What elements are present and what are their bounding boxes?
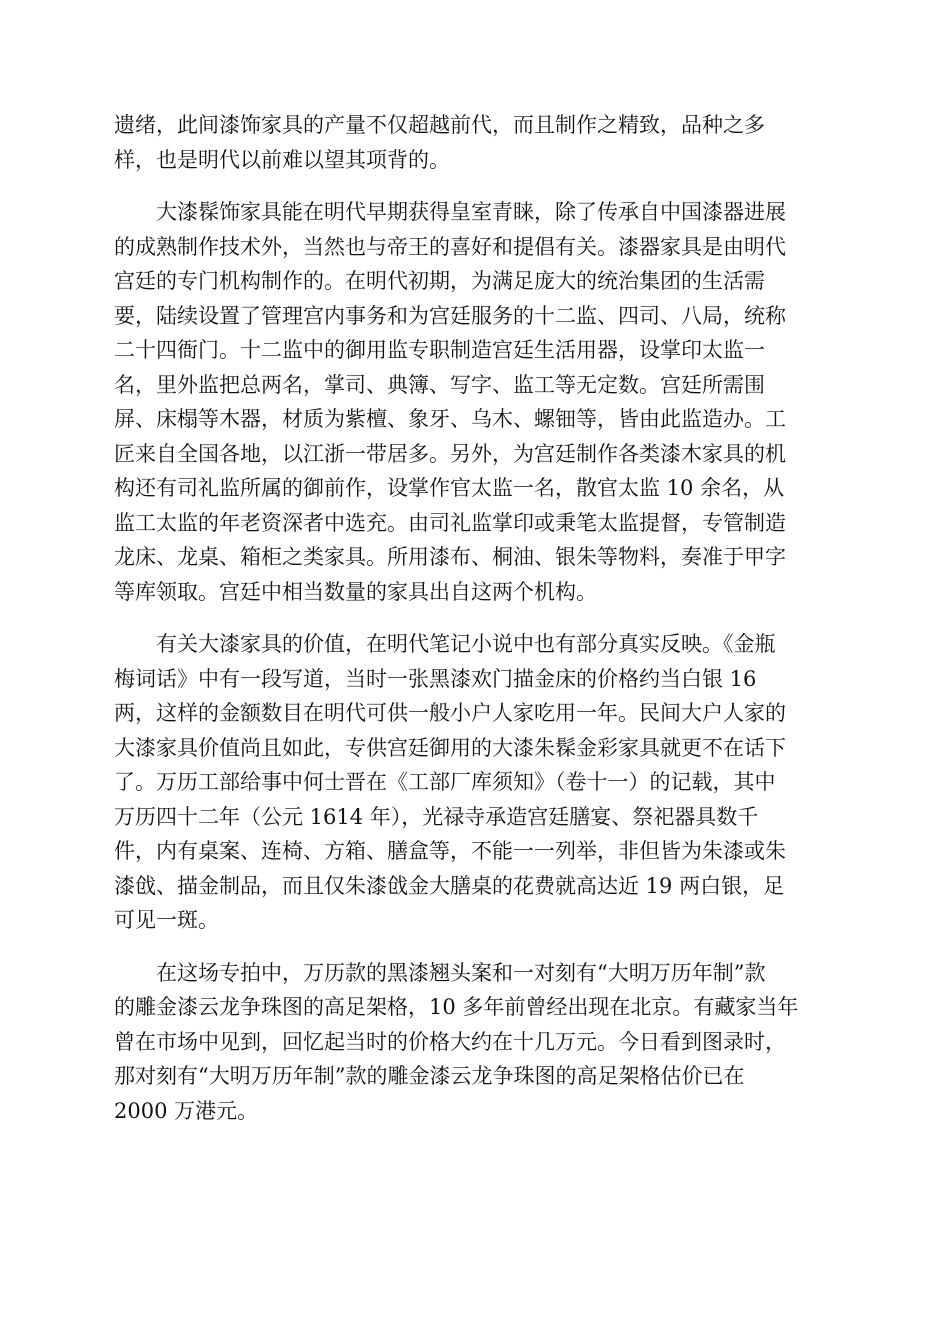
text-line: 大漆家具价值尚且如此，专供宫廷御用的大漆朱髹金彩家具就更不在话下 bbox=[114, 735, 786, 760]
text-line: 那对刻有“大明万历年制”款的雕金漆云龙争珠图的高足架格估价已在 bbox=[114, 1064, 745, 1088]
document-body bbox=[114, 108, 838, 1146]
text-line: 屏、床榻等木器，材质为紫檀、象牙、乌木、螺钿等，皆由此监造办。工 bbox=[114, 407, 786, 431]
text-line: 要，陆续设置了管理宫内事务和为宫廷服务的十二监、四司、八局，统称 bbox=[114, 303, 786, 328]
text-line: 样，也是明代以前难以望其项背的。 bbox=[114, 147, 450, 172]
text-line: 遗绪，此间漆饰家具的产量不仅超越前代，而且制作之精致，品种之多 bbox=[114, 113, 765, 137]
paragraph-4 bbox=[114, 956, 838, 1129]
text-line: 的成熟制作技术外，当然也与帝王的喜好和提倡有关。漆器家具是由明代 bbox=[114, 234, 786, 259]
text-line: 宫廷的专门机构制作的。在明代初期，为满足庞大的统治集团的生活需 bbox=[114, 269, 765, 293]
text-line: 梅词话》中有一段写道，当时一张黑漆欢门描金床的价格约当白银 16 bbox=[114, 666, 757, 691]
text-line: 在这场专拍中，万历款的黑漆翘头案和一对刻有“大明万历年制”款 bbox=[114, 960, 766, 985]
paragraph-2 bbox=[114, 195, 838, 609]
text-line: 件，内有桌案、连椅、方箱、膳盒等，不能一一列举，非但皆为朱漆或朱 bbox=[114, 839, 786, 863]
text-line: 万历四十二年（公元 1614 年），光禄寺承造宫廷膳宴、祭祀器具数千 bbox=[114, 804, 759, 829]
text-line: 的雕金漆云龙争珠图的高足架格，10 多年前曾经出现在北京。有藏家当年 bbox=[114, 995, 799, 1019]
text-line: 2000 万港元。 bbox=[114, 1098, 259, 1123]
text-line: 曾在市场中见到，回忆起当时的价格大约在十几万元。今日看到图录时， bbox=[114, 1029, 786, 1054]
text-line: 等库领取。宫廷中相当数量的家具出自这两个机构。 bbox=[114, 579, 597, 604]
text-line: 构还有司礼监所属的御前作，设掌作官太监一名，散官太监 10 余名，从 bbox=[114, 476, 785, 500]
text-line: 二十四衙门。十二监中的御用监专职制造宫廷生活用器，设掌印太监一 bbox=[114, 338, 765, 362]
text-line: 龙床、龙桌、箱柜之类家具。所用漆布、桐油、银朱等物料，奏准于甲字 bbox=[114, 545, 786, 569]
paragraph-1 bbox=[114, 108, 838, 177]
text-line: 漆戗、描金制品，而且仅朱漆戗金大膳桌的花费就高达近 19 两白银，足 bbox=[114, 873, 785, 898]
text-line: 监工太监的年老资深者中选充。由司礼监掌印或秉笔太监提督，专管制造 bbox=[114, 510, 786, 535]
paragraph-3 bbox=[114, 627, 838, 938]
text-line: 有关大漆家具的价值，在明代笔记小说中也有部分真实反映。《金瓶 bbox=[114, 632, 776, 656]
text-line: 匠来自全国各地，以江浙一带居多。另外，为宫廷制作各类漆木家具的机 bbox=[114, 441, 786, 466]
text-line: 名，里外监把总两名，掌司、典簿、写字、监工等无定数。宫廷所需围 bbox=[114, 372, 765, 397]
text-line: 大漆髹饰家具能在明代早期获得皇室青睐，除了传承自中国漆器进展 bbox=[114, 200, 786, 224]
text-line: 两，这样的金额数目在明代可供一般小户人家吃用一年。民间大户人家的 bbox=[114, 701, 786, 725]
text-line: 了。万历工部给事中何士晋在《工部厂库须知》（卷十一）的记载，其中 bbox=[114, 770, 776, 794]
text-line: 可见一斑。 bbox=[114, 908, 219, 932]
